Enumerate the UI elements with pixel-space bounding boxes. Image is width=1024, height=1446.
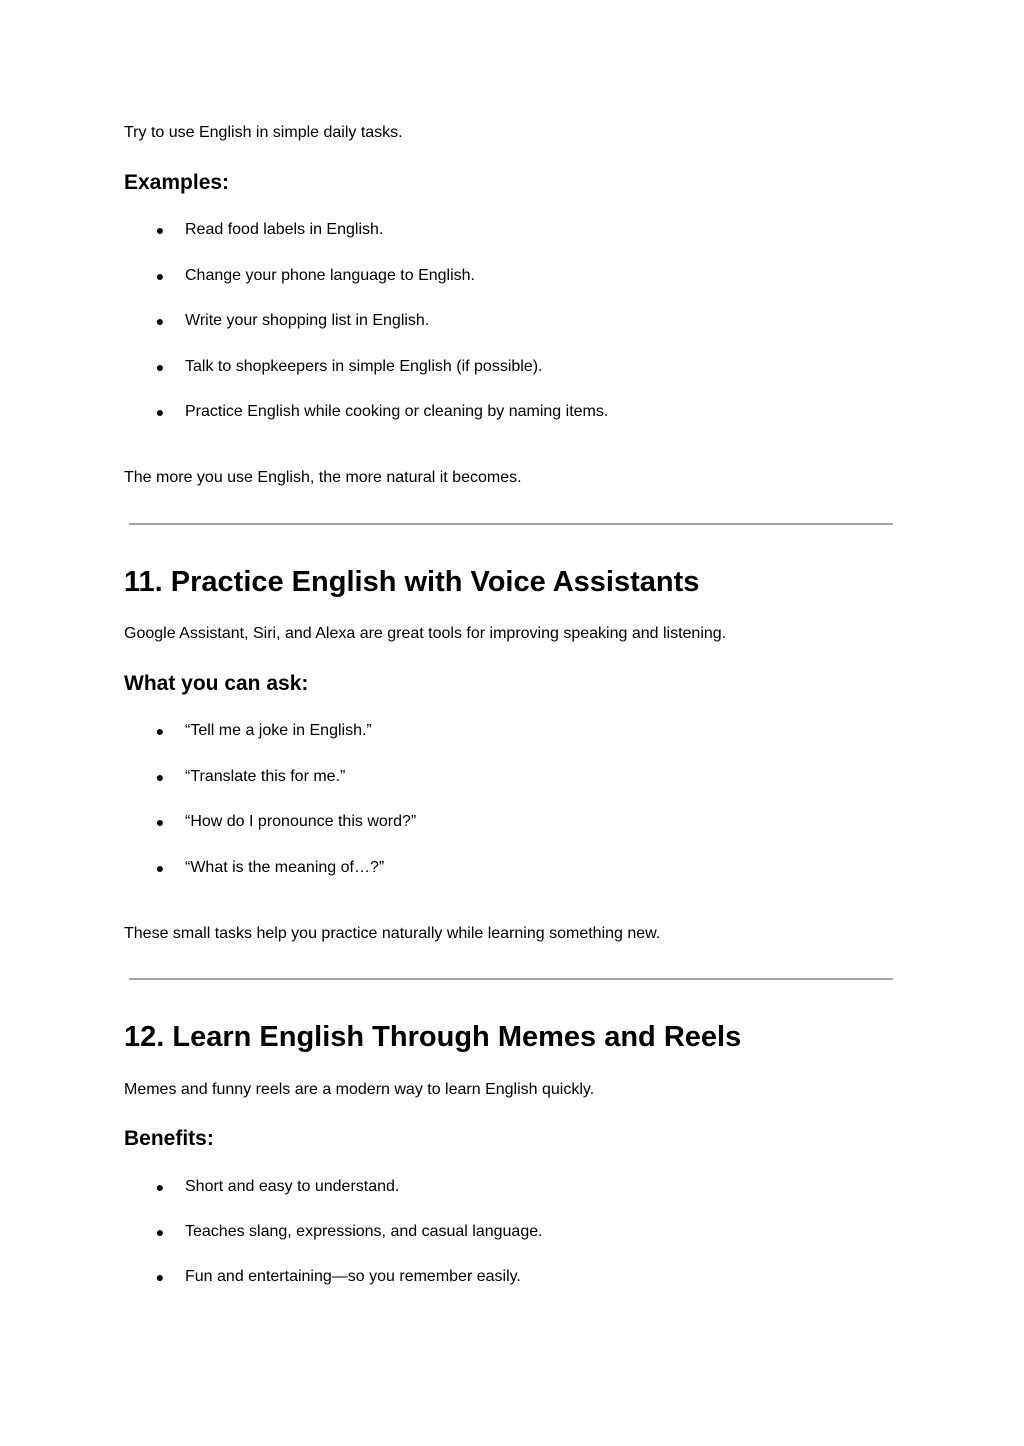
list-item-text: “What is the meaning of…?” [185, 859, 385, 876]
list-item-text: Short and easy to understand. [185, 1178, 400, 1195]
bullet-icon: ● [155, 723, 165, 739]
list-item-text: Write your shopping list in English. [185, 312, 430, 329]
bullet-icon: ● [155, 1269, 165, 1285]
bullet-icon: ● [155, 814, 165, 830]
bullet-icon: ● [155, 313, 165, 329]
list-item-text: Talk to shopkeepers in simple English (if possible). [185, 358, 543, 375]
bullet-icon: ● [155, 1224, 165, 1240]
what-you-can-ask-subheading: What you can ask: [124, 672, 309, 695]
intro-closing-paragraph: The more you use English, the more natural it becomes. [124, 469, 522, 486]
section-12-lead-paragraph: Memes and funny reels are a modern way to learn English quickly. [124, 1081, 595, 1098]
bullet-icon: ● [155, 222, 165, 238]
list-item-text: Change your phone language to English. [185, 267, 475, 284]
section-11-heading: 11. Practice English with Voice Assistants [124, 566, 700, 598]
bullet-icon: ● [155, 769, 165, 785]
section-11-closing-paragraph: These small tasks help you practice naturally while learning something new. [124, 925, 661, 942]
list-item-text: “How do I pronounce this word?” [185, 813, 417, 830]
list-item-text: “Tell me a joke in English.” [185, 722, 372, 739]
benefits-subheading: Benefits: [124, 1127, 214, 1150]
list-item-text: “Translate this for me.” [185, 768, 346, 785]
list-item-text: Teaches slang, expressions, and casual language. [185, 1223, 543, 1240]
list-item-text: Read food labels in English. [185, 221, 384, 238]
section-11-lead-paragraph: Google Assistant, Siri, and Alexa are great tools for improving speaking and listening. [124, 625, 727, 642]
bullet-icon: ● [155, 359, 165, 375]
list-item-text: Fun and entertaining—so you remember easily. [185, 1268, 521, 1285]
bullet-icon: ● [155, 404, 165, 420]
examples-subheading: Examples: [124, 171, 230, 194]
bullet-icon: ● [155, 1179, 165, 1195]
intro-lead-paragraph: Try to use English in simple daily tasks. [124, 124, 403, 141]
horizontal-divider [129, 523, 893, 525]
bullet-icon: ● [155, 268, 165, 284]
list-item-text: Practice English while cooking or cleaning by naming items. [185, 403, 609, 420]
section-12-heading: 12. Learn English Through Memes and Reels [124, 1021, 742, 1053]
horizontal-divider [129, 978, 893, 980]
bullet-icon: ● [155, 860, 165, 876]
